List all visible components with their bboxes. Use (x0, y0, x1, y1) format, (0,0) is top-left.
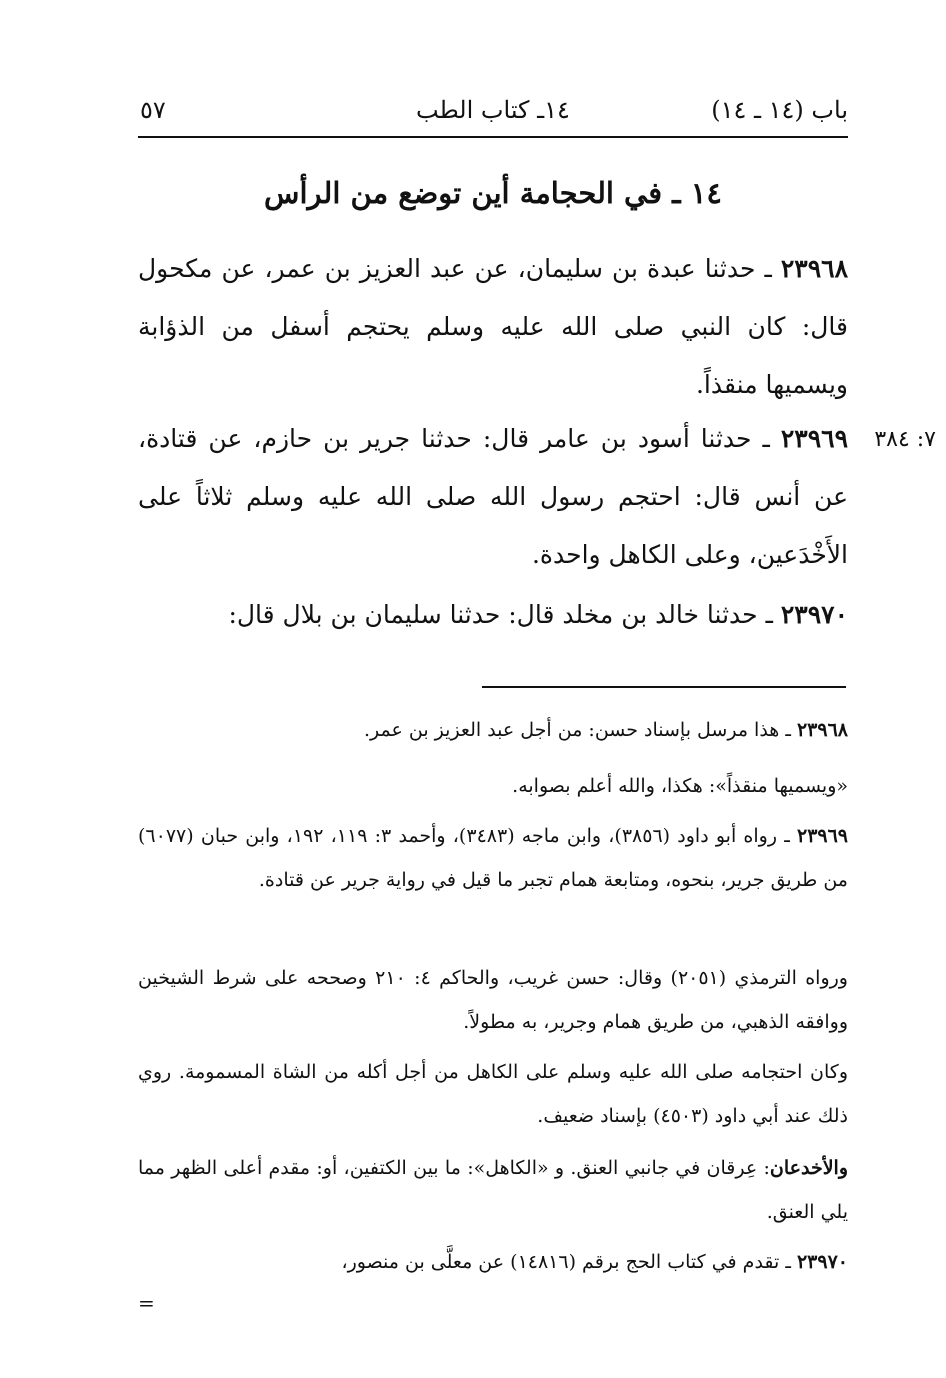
footnote-text: ـ رواه أبو داود (٣٨٥٦)، وابن ماجه (٣٤٨٣)، وأحمد ٣: ١١٩، ١٩٢، وابن حبان (٦٠٧٧) من طريق جرير، بنحوه، ومتابعة همام تجبر ما قيل في رواية جرير عن قتادة. (138, 825, 848, 891)
footnote (138, 764, 848, 808)
footnote-text: ـ تقدم في كتاب الحج برقم (١٤٨١٦) عن معلَّى بن منصور، (341, 1251, 797, 1273)
footnote-text: ورواه الترمذي (٢٠٥١) وقال: حسن غريب، والحاكم ٤: ٢١٠ وصححه على شرط الشيخين ووافقه الذهبي، من طريق همام وجرير، به مطولاً. (138, 967, 848, 1033)
hadith-text: ـ حدثنا خالد بن مخلد قال: حدثنا سليمان بن بلال قال: (228, 600, 781, 629)
footnote-separator (482, 686, 846, 688)
page-header (138, 92, 848, 132)
page-number: ٥٧ (140, 96, 166, 124)
footnote (138, 956, 848, 1044)
continuation-mark: = (138, 1291, 155, 1315)
margin-reference: ٧: ٣٨٤ (874, 427, 936, 452)
hadith-text: ـ حدثنا عبدة بن سليمان، عن عبد العزيز بن عمر، عن مكحول قال: كان النبي صلى الله عليه وسلم يحتجم أسفل من الذؤابة ويسميها منقذاً. (138, 254, 848, 399)
footnote-text: ـ هذا مرسل بإسناد حسن: من أجل عبد العزيز بن عمر. (364, 719, 797, 741)
footnote (138, 1050, 848, 1138)
footnote-text: «ويسميها منقذاً»: هكذا، والله أعلم بصوابه. (512, 775, 848, 797)
footnote (138, 814, 848, 902)
hadith-number: ٢٣٩٦٩ (780, 424, 848, 453)
footnote-lead: ٢٣٩٦٨ (796, 719, 848, 741)
footnote (138, 1240, 848, 1284)
hadith-entry (138, 240, 848, 414)
chapter-title: ١٤ ـ في الحجامة أين توضع من الرأس (264, 176, 722, 210)
footnote-lead: ٢٣٩٦٩ (796, 825, 849, 847)
footnote (138, 708, 848, 752)
footnote (138, 1146, 848, 1234)
hadith-number: ٢٣٩٦٨ (780, 254, 848, 283)
footnote-text: وكان احتجامه صلى الله عليه وسلم على الكاهل من أجل أكله من الشاة المسمومة. روي ذلك عند أبي داود (٤٥٠٣) بإسناد ضعيف. (138, 1061, 848, 1127)
running-section: باب (١٤ ـ ١٤) (711, 96, 848, 124)
hadith-text: ـ حدثنا أسود بن عامر قال: حدثنا جرير بن حازم، عن قتادة، عن أنس قال: احتجم رسول الله صلى الله عليه وسلم ثلاثاً على الأَخْدَعين، وعلى الكاهل واحدة. (138, 424, 848, 569)
hadith-entry (138, 586, 848, 644)
footnote-text: : عِرقان في جانبي العنق. و «الكاهل»: ما بين الكتفين، أو: مقدم أعلى الظهر مما يلي العنق. (138, 1157, 848, 1223)
hadith-number: ٢٣٩٧٠ (780, 600, 848, 629)
footnote-lead: ٢٣٩٧٠ (796, 1251, 848, 1273)
running-book-title: ١٤ـ كتاب الطب (416, 96, 570, 124)
footnote-lead: والأخدعان (769, 1157, 848, 1179)
hadith-entry (138, 410, 848, 584)
header-rule (138, 136, 848, 138)
